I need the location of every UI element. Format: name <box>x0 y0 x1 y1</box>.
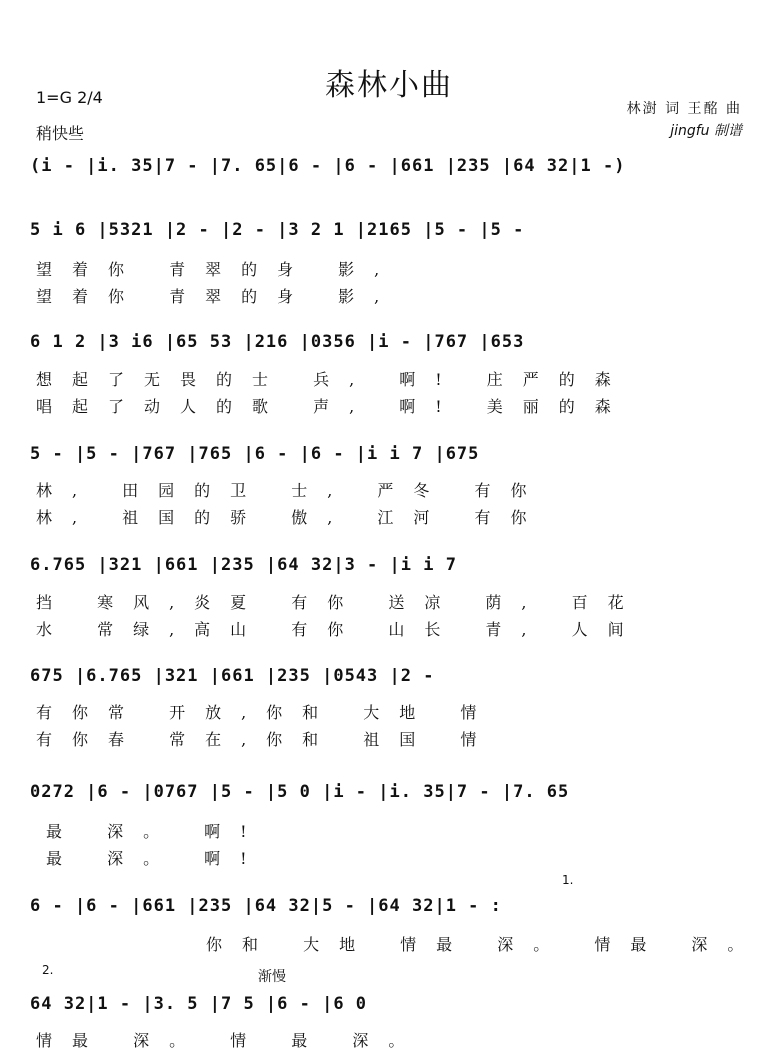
notes: 5 - |5 - |767 |765 |6 - |6 - |i i 7 |675 <box>30 444 480 464</box>
volta-1: 1. <box>562 873 574 887</box>
staff-line <box>30 216 742 244</box>
lyric-verse-1: 望着你 青翠的身 影, <box>36 260 400 279</box>
notes: 6 - |6 - |661 |235 |64 32|5 - |64 32|1 - : <box>30 896 502 916</box>
lyric-verse-1: 林, 田园的卫 士, 严冬 有你 <box>36 481 547 500</box>
lyric-verse-2: 最 深。 啊! <box>46 849 267 868</box>
staff-line <box>30 990 742 1018</box>
volta-2: 2. <box>42 963 54 977</box>
lyric-verse-2: 林, 祖国的骄 傲, 江河 有你 <box>36 508 547 527</box>
staff-line <box>30 328 742 356</box>
notes: 0272 |6 - |0767 |5 - |5 0 |i - |i. 35|7 - |7. 65 <box>30 782 570 802</box>
lyric-verse-2: 水 常绿,高山 有你 山长 青, 人间 <box>36 620 644 639</box>
notes: (i - |i. 35|7 - |7. 65|6 - |6 - |661 |235 |64 32|1 -) <box>30 156 626 176</box>
notes: 64 32|1 - |3. 5 |7 5 |6 - |6 0 <box>30 994 368 1014</box>
lyric-verse-1: 情最 深。 情 最 深。 <box>36 1031 425 1050</box>
staff-line <box>30 440 742 468</box>
notes: 6.765 |321 |661 |235 |64 32|3 - |i i 7 <box>30 555 457 575</box>
ritardando-mark: 渐慢 <box>258 969 286 985</box>
notes: 6 1 2 |3 i6 |65 53 |216 |0356 |i - |767 |653 <box>30 332 525 352</box>
lyric-verse-2: 唱起了动人的歌 声, 啊! 美丽的森 <box>36 397 631 416</box>
song-title: 森林小曲 <box>325 68 453 103</box>
lyric-verse-1: 挡 寒风,炎夏 有你 送凉 荫, 百花 <box>36 593 644 612</box>
credits: 林澍 词 王酩 曲 <box>626 101 742 117</box>
notes: 5 i 6 |5321 |2 - |2 - |3 2 1 |2165 |5 - |5 - <box>30 220 525 240</box>
transcriber: jingfu 制谱 <box>670 123 742 139</box>
staff-line <box>30 551 742 579</box>
lyric-verse-1: 你和 大地 情最 深。 情最 深。 <box>206 935 764 954</box>
key-signature: 1=G 2/4 <box>36 88 103 107</box>
notes: 675 |6.765 |321 |661 |235 |0543 |2 - <box>30 666 435 686</box>
lyric-verse-1: 想起了无畏的士 兵, 啊! 庄严的森 <box>36 370 631 389</box>
lyric-verse-1: 最 深。 啊! <box>46 822 267 841</box>
lyric-verse-1: 有你常 开放,你和 大地 情 <box>36 703 497 722</box>
staff-line <box>30 778 742 806</box>
staff-line <box>30 662 742 690</box>
lyric-verse-2: 望着你 青翠的身 影, <box>36 287 400 306</box>
staff-line <box>30 892 742 920</box>
tempo-marking: 稍快些 <box>36 124 85 143</box>
staff-line-intro <box>30 152 742 180</box>
lyric-verse-2: 有你春 常在,你和 祖国 情 <box>36 730 497 749</box>
